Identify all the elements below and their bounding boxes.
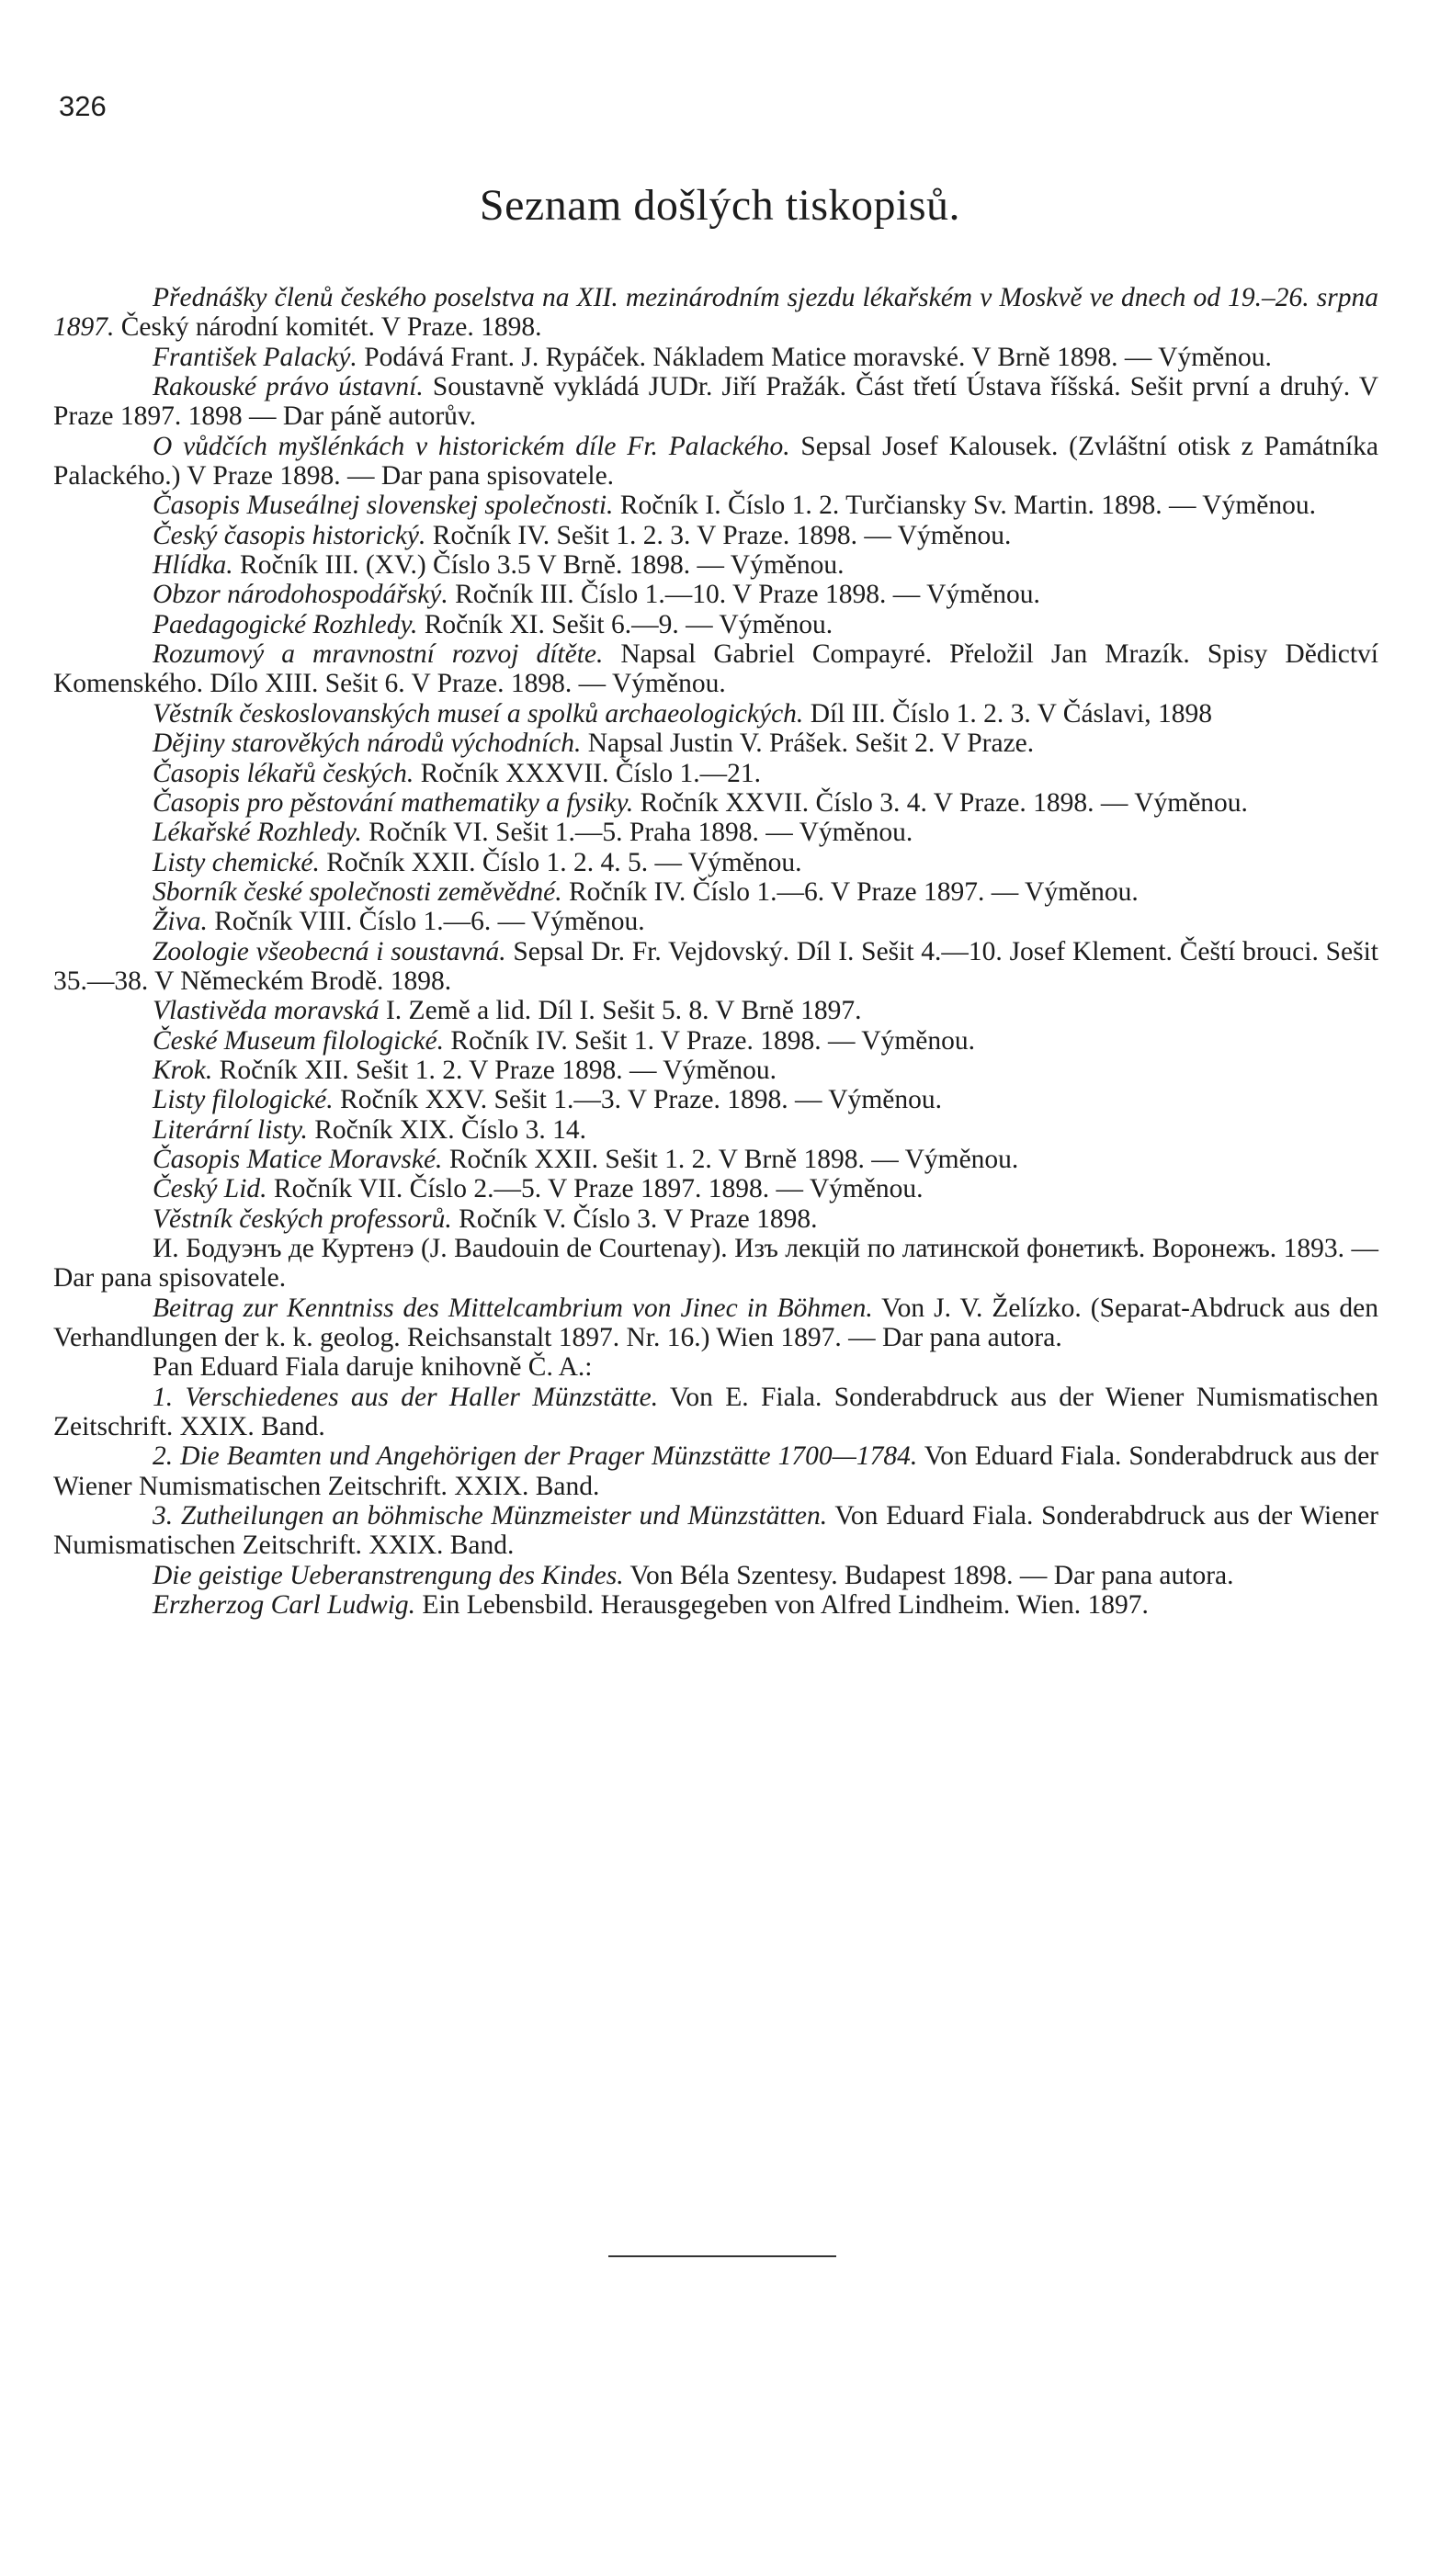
entry-details: Ročník XXII. Sešit 1. 2. V Brně 1898. — Výměnou. [442,1144,1019,1174]
list-item [53,1234,1378,1294]
entry-title: Časopis Museálnej slovenskej společnosti. [153,491,614,521]
list-item [53,877,1378,907]
entry-title: 1. Verschiedenes aus der Haller Münzstätte. [153,1382,659,1412]
entry-details: Ročník I. Číslo 1. 2. Turčiansky Sv. Martin. 1898. — Výměnou. [613,491,1317,521]
entry-details: Ročník VI. Sešit 1.—5. Praha 1898. — Výměnou. [361,818,913,848]
list-item [53,1383,1378,1442]
entry-title: 3. Zutheilungen an böhmische Münzmeister und Münzstätten. [153,1501,828,1531]
list-item [53,343,1378,372]
entry-details: Napsal Justin V. Prášek. Sešit 2. V Praze. [581,729,1035,759]
entry-details: Napsal Gabriel Compayré. Přeložil Jan Mrazík. Spisy Dědictví Komenského. Dílo XIII. Sešit 6. V Praze. 1898. — Výměnou. [53,639,1379,699]
entry-title: Věstník českoslovanských museí a spolků archaeologických. [153,698,804,729]
entry-title: Die geistige Ueberanstrengung des Kindes. [153,1560,624,1590]
list-item [53,937,1378,997]
list-item [53,1085,1378,1114]
entry-title: Živa. [153,907,208,937]
list-item [53,283,1378,343]
entry-title: Sborník české společnosti zeměvědné. [153,876,562,907]
entry-details: Ročník III. (XV.) Číslo 3.5 V Brně. 1898. — Výměnou. [232,550,845,581]
list-item [53,907,1378,936]
list-item [53,1501,1378,1561]
entry-title: Rakouské právo ústavní. [153,372,424,402]
entry-title: Český Lid. [153,1174,267,1204]
entry-details: Sepsal Dr. Fr. Vejdovský. Díl I. Sešit 4.—10. Josef Klement. Čeští brouci. Sešit 35.—38. V Německém Brodě. 1898. [53,936,1378,996]
entry-title: Časopis lékařů českých. [153,758,414,788]
list-item [53,1352,1378,1382]
list-item [53,521,1378,550]
entry-details: Pan Eduard Fiala daruje knihovně Č. A.: [153,1352,593,1383]
entry-title: Hlídka. [153,550,233,581]
entry-title: Beitrag zur Kenntniss des Mittelcambrium von Jinec in Böhmen. [153,1293,873,1323]
entry-details: Von Béla Szentesy. Budapest 1898. — Dar pana autora. [623,1560,1234,1590]
list-item [53,1204,1378,1234]
entry-title: O vůdčích myšlénkách v historickém díle Fr. Palackého. [153,431,790,461]
entry-title: Krok. [153,1055,213,1085]
entry-title: 2. Die Beamten und Angehörigen der Prager Münzstätte 1700—1784. [153,1441,918,1472]
entry-title: Erzherzog Carl Ludwig. [153,1590,416,1621]
entry-title: Literární listy. [153,1114,308,1145]
page-number: 326 [59,90,107,122]
entry-details: Ročník XXXVII. Číslo 1.—21. [414,758,762,788]
entry-title: Časopis Matice Moravské. [153,1144,443,1174]
entry-title: Listy filologické. [153,1085,334,1115]
entry-details: Von Eduard Fiala. Sonderabdruck aus der Wiener Numismatischen Zeitschrift. XXIX. Band. [53,1441,1378,1501]
entry-details: Ročník IV. Číslo 1.—6. V Praze 1897. — Výměnou. [561,876,1139,907]
closing-rule [608,2255,836,2257]
entry-details: Ročník IV. Sešit 1. V Praze. 1898. — Výměnou. [444,1025,976,1056]
entry-details: И. Бодуэнъ де Куртенэ (J. Baudouin de Courtenay). Изъ лекцій по латинской фонетикѣ. Воронежъ. 1893. — Dar pana spisovatele. [53,1234,1378,1294]
list-item [53,580,1378,609]
list-item [53,432,1378,491]
list-item [53,1174,1378,1203]
list-item [53,818,1378,847]
entry-details: Sepsal Josef Kalousek. (Zvláštní otisk z Památníka Palackého.) V Praze 1898. — Dar pana spisovatele. [53,431,1379,491]
entry-details: Ročník V. Číslo 3. V Praze 1898. [451,1203,818,1234]
entry-title: Dějiny starověkých národů východních. [153,729,582,759]
entry-title: Rozumový a mravnostní rozvoj dítěte. [153,639,604,670]
list-item [53,372,1378,432]
list-item [53,491,1378,520]
entry-title: České Museum filologické. [153,1025,445,1056]
entry-details: Ročník III. Číslo 1.—10. V Praze 1898. — Výměnou. [448,580,1040,610]
entry-title: Listy chemické. [153,847,320,877]
list-item [53,1145,1378,1174]
entry-title: Přednášky členů českého poselstva na XII. mezinárodním sjezdu lékařském v Moskvě ve dnech od 19.–26. srpna 1897. [53,283,1378,343]
entry-details: Ročník XIX. Číslo 3. 14. [307,1114,587,1145]
list-item [53,1294,1378,1353]
list-item [53,550,1378,580]
list-item [53,759,1378,788]
entry-details: Von J. V. Želízko. (Separat-Abdruck aus den Verhandlungen der k. k. geolog. Reichsanstalt 1897. Nr. 16.) Wien 1897. — Dar pana autora. [53,1293,1379,1353]
entry-title: Paedagogické Rozhledy. [153,609,418,639]
entry-details: Ročník XXV. Sešit 1.—3. V Praze. 1898. — Výměnou. [333,1085,943,1115]
entry-details: I. Země a lid. Díl I. Sešit 5. 8. V Brně 1897. [379,996,862,1026]
entry-details: Soustavně vykládá JUDr. Jiří Pražák. Část třetí Ústava říšská. Sešit první a druhý. V Praze 1897. 1898 — Dar páně autorův. [53,372,1378,432]
entry-title: Vlastivěda moravská [153,996,380,1026]
list-item [53,610,1378,639]
list-item [53,699,1378,729]
entry-list [53,283,1378,1620]
entry-details: Ročník VII. Číslo 2.—5. V Praze 1897. 1898. — Výměnou. [266,1174,924,1204]
entry-title: Časopis pro pěstování mathematiky a fysiky. [153,787,634,818]
list-item [53,1056,1378,1085]
entry-details: Ročník XII. Sešit 1. 2. V Praze 1898. — Výměnou. [212,1055,777,1085]
entry-details: Ein Lebensbild. Herausgegeben von Alfred Lindheim. Wien. 1897. [415,1590,1149,1621]
list-item [53,996,1378,1025]
entry-details: Ročník XXII. Číslo 1. 2. 4. 5. — Výměnou. [319,847,802,877]
list-item [53,848,1378,877]
list-item [53,1026,1378,1056]
list-item [53,1590,1378,1620]
entry-details: Český národní komitét. V Praze. 1898. [114,312,542,343]
entry-details: Ročník XXVII. Číslo 3. 4. V Praze. 1898. — Výměnou. [633,787,1248,818]
entry-details: Von E. Fiala. Sonderabdruck aus der Wiener Numismatischen Zeitschrift. XXIX. Band. [53,1382,1378,1442]
entry-details: Von Eduard Fiala. Sonderabdruck aus der Wiener Numismatischen Zeitschrift. XXIX. Band. [53,1501,1378,1561]
list-item [53,729,1378,758]
entry-details: Ročník VIII. Číslo 1.—6. — Výměnou. [207,907,645,937]
entry-details: Ročník XI. Sešit 6.—9. — Výměnou. [417,609,833,639]
list-item [53,1115,1378,1145]
entry-title: Obzor národohospodářský. [153,580,448,610]
entry-title: Zoologie všeobecná i soustavná. [153,936,506,966]
list-item [53,1441,1378,1501]
entry-details: Díl III. Číslo 1. 2. 3. V Čáslavi, 1898 [803,698,1213,729]
list-item [53,639,1378,699]
entry-details: Podává Frant. J. Rypáček. Nákladem Matice moravské. V Brně 1898. — Výměnou. [357,342,1272,372]
entry-title: Věstník českých professorů. [153,1203,452,1234]
page-title: Seznam došlých tiskopisů. [479,181,961,230]
list-item [53,788,1378,818]
entry-details: Ročník IV. Sešit 1. 2. 3. V Praze. 1898. — Výměnou. [425,520,1012,550]
entry-title: František Palacký. [153,342,357,372]
list-item [53,1561,1378,1590]
entry-title: Lékařské Rozhledy. [153,818,362,848]
entry-title: Český časopis historický. [153,520,426,550]
